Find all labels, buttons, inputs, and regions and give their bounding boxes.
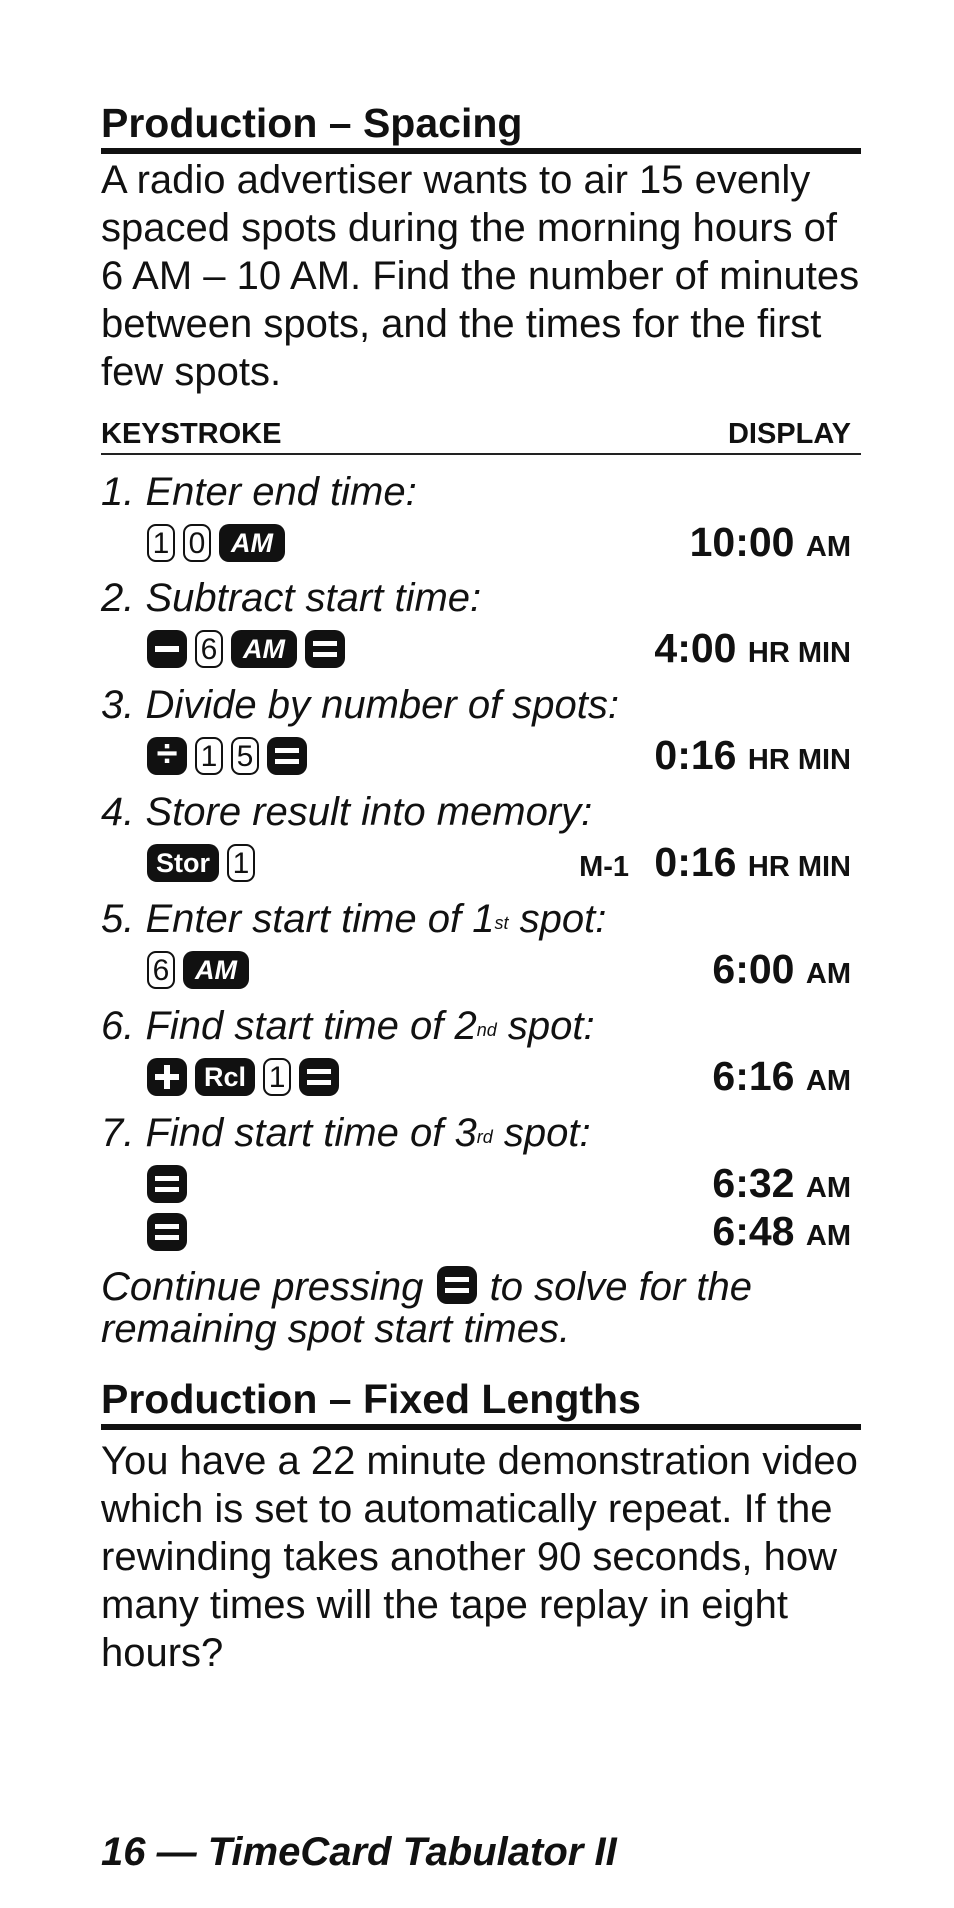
equals-key-icon (299, 1058, 339, 1096)
section-title-fixed-lengths: Production – Fixed Lengths (101, 1376, 861, 1430)
keystroke-sequence (147, 630, 345, 668)
keystroke-sequence (147, 1058, 339, 1096)
keystroke-row (101, 945, 861, 997)
display-readout (712, 1159, 851, 1212)
equals-key-icon (147, 1165, 187, 1203)
section-title-spacing: Production – Spacing (101, 100, 861, 154)
key-rcl: Rcl (195, 1058, 255, 1096)
equals-key-icon (437, 1266, 477, 1304)
equals-key-icon (305, 630, 345, 668)
ordinal-suffix: nd (476, 1020, 497, 1040)
step-label-text: spot: (492, 1111, 591, 1155)
column-headers (101, 418, 861, 455)
display-unit: AM (805, 958, 851, 990)
divide-key-icon (147, 737, 187, 775)
equals-key-icon (267, 737, 307, 775)
keystroke-row (101, 624, 861, 676)
step-5 (101, 897, 861, 997)
step-label-text: spot: (508, 897, 607, 941)
key-am: AM (183, 951, 249, 989)
keystroke-sequence (147, 737, 307, 775)
step-label (101, 1111, 861, 1159)
keystroke-row (101, 1052, 861, 1104)
display-readout (579, 838, 851, 891)
keystroke-sequence (147, 951, 249, 989)
display-value: 6:48 (712, 1208, 795, 1254)
keystroke-sequence (147, 1213, 187, 1251)
display-value: 10:00 (689, 519, 795, 565)
equals-key-icon (147, 1213, 187, 1251)
keystroke-row (101, 518, 861, 570)
step-label-text: spot: (496, 1004, 595, 1048)
display-value: 0:16 (654, 839, 737, 885)
step-label-text: 6. Find start time of 2 (101, 1004, 477, 1048)
key-am: AM (219, 524, 285, 562)
memory-indicator: M-1 (579, 851, 630, 883)
display-unit: AM (805, 1065, 851, 1097)
display-value: 6:16 (712, 1053, 795, 1099)
display-readout (712, 1052, 851, 1105)
keystroke-row (101, 1159, 861, 1207)
minus-key-icon (147, 630, 187, 668)
step-label-text: 5. Enter start time of 1 (101, 897, 495, 941)
display-readout (712, 1207, 851, 1260)
display-unit: AM (805, 1172, 851, 1204)
keystroke-sequence (147, 524, 285, 562)
step-label: 1. Enter end time: (101, 470, 417, 514)
key-1: 1 (147, 524, 175, 562)
key-1: 1 (263, 1058, 291, 1096)
step-4 (101, 790, 861, 890)
display-unit: AM (805, 1220, 851, 1252)
keystroke-sequence (147, 1165, 187, 1203)
note-text: to solve for the remaining spot start times. (101, 1265, 753, 1352)
step-label: 4. Store result into memory: (101, 790, 593, 834)
step-label: 3. Divide by number of spots: (101, 683, 620, 727)
step-label (101, 1004, 861, 1052)
ordinal-suffix: st (494, 913, 509, 933)
display-unit: AM (805, 531, 851, 563)
key-am: AM (231, 630, 297, 668)
keystroke-row (101, 1207, 861, 1255)
key-6: 6 (195, 630, 223, 668)
key-1: 1 (195, 737, 223, 775)
display-value: 6:00 (712, 946, 795, 992)
step-1 (101, 470, 861, 570)
spacing-problem-text: A radio advertiser wants to air 15 evenly spaced spots during the morning hours of 6 AM – 10 AM. Find the number of minutes between spots, and the times for the first few spots. (101, 158, 860, 394)
ordinal-suffix: rd (476, 1127, 493, 1147)
key-1: 1 (227, 844, 255, 882)
step-2 (101, 576, 861, 676)
display-readout (654, 731, 851, 784)
keystroke-header: KEYSTROKE (101, 418, 282, 450)
display-header: DISPLAY (727, 418, 851, 450)
step-6 (101, 1004, 861, 1104)
note-text: Continue pressing (101, 1265, 424, 1309)
step-label (101, 897, 861, 945)
key-stor: Stor (147, 844, 219, 882)
display-readout (690, 518, 851, 571)
key-0: 0 (183, 524, 211, 562)
step-3 (101, 683, 861, 783)
display-readout (654, 624, 851, 677)
step-7 (101, 1111, 861, 1255)
keystroke-row (101, 731, 861, 783)
display-value: 6:32 (712, 1160, 795, 1206)
display-readout (712, 945, 851, 998)
plus-key-icon (147, 1058, 187, 1096)
keystroke-row (101, 838, 861, 890)
keystroke-sequence (147, 844, 255, 882)
display-value: 4:00 (654, 625, 737, 671)
step-label-text: 7. Find start time of 3 (101, 1111, 477, 1155)
continue-note (101, 1266, 861, 1350)
page-footer: 16 — TimeCard Tabulator II (101, 1830, 617, 1874)
key-6: 6 (147, 951, 175, 989)
fixed-lengths-problem-text: You have a 22 minute demonstration video which is set to automatically repeat. If the rewinding takes another 90 seconds, how many times will the tape replay in eight hours? (101, 1439, 858, 1675)
display-unit: HR MIN (747, 851, 851, 883)
key-5: 5 (231, 737, 259, 775)
display-unit: HR MIN (747, 637, 851, 669)
display-unit: HR MIN (747, 744, 851, 776)
display-value: 0:16 (654, 732, 737, 778)
step-label: 2. Subtract start time: (101, 576, 482, 620)
